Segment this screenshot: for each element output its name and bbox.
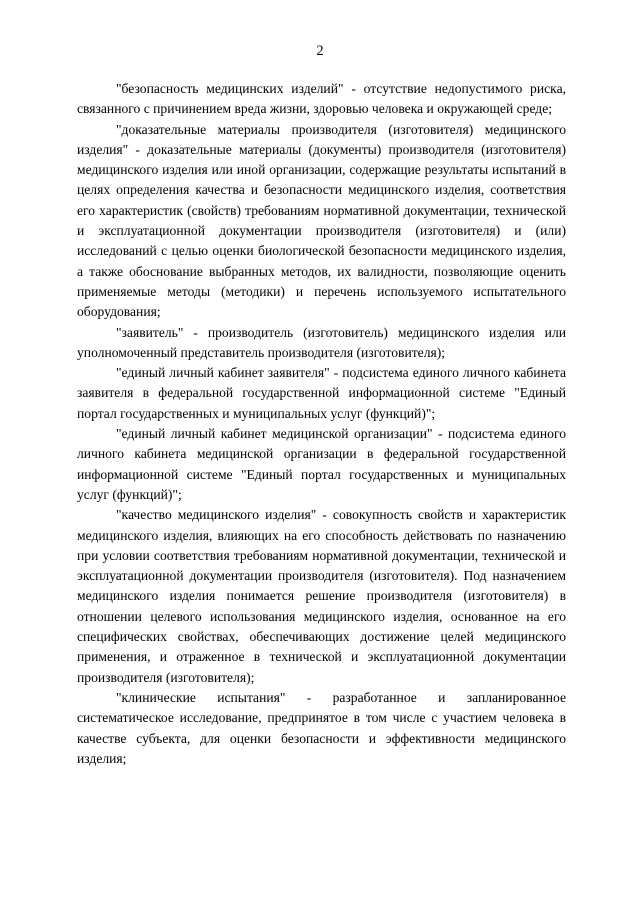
definition-paragraph: "безопасность медицинских изделий" - отсутствие недопустимого риска, связанного с причинением вреда жизни, здоровью человека и окружающей среде; xyxy=(77,81,566,117)
definition-paragraph: "единый личный кабинет медицинской организации" - подсистема единого личного кабинета медицинской организации в федеральной государственной информационной системе "Единый портал государственных и муниципальных услуг (функций)"; xyxy=(77,426,566,502)
definition-paragraph: "единый личный кабинет заявителя" - подсистема единого личного кабинета заявителя в федеральной государственной информационной системе "Единый портал государственных и муниципальных услуг (функций)"; xyxy=(77,365,566,421)
definition-paragraph: "доказательные материалы производителя (изготовителя) медицинского изделия" - доказательные материалы (документы) производителя (изготовителя) медицинского изделия или иной организации, содержащие результаты испытаний в целях определения качества и безопасности медицинского изделия, соответствия его характеристик (свойств) требованиям нормативной документации, технической и эксплуатационной документации производителя (изготовителя) и (или) исследований с целью оценки биологической безопасности медицинского изделия, а также обоснование выбранных методов, их валидности, позволяющие оценить применяемые методы (методики) и перечень используемого испытательного оборудования; xyxy=(77,121,566,320)
document-body xyxy=(77,79,566,769)
definition-paragraph: "качество медицинского изделия" - совокупность свойств и характеристик медицинского изделия, влияющих на его способность действовать по назначению при условии соответствия требованиям нормативной документации, технической и эксплуатационной документации производителя (изготовителя). Под назначением медицинского изделия понимается решение производителя (изготовителя) в отношении целевого использования медицинского изделия, основанное на его специфических свойствах, обеспечивающих достижение целей медицинского применения, и отраженное в технической и эксплуатационной документации производителя (изготовителя); xyxy=(77,507,566,685)
definition-paragraph: "клинические испытания" - разработанное и запланированное систематическое исследование, предпринятое в том числе с участием человека в качестве субъекта, для оценки безопасности и эффективности медицинского изделия; xyxy=(77,689,566,766)
page-number: 2 xyxy=(316,43,324,59)
definition-paragraph: "заявитель" - производитель (изготовитель) медицинского изделия или уполномоченный представитель производителя (изготовителя); xyxy=(77,324,566,360)
